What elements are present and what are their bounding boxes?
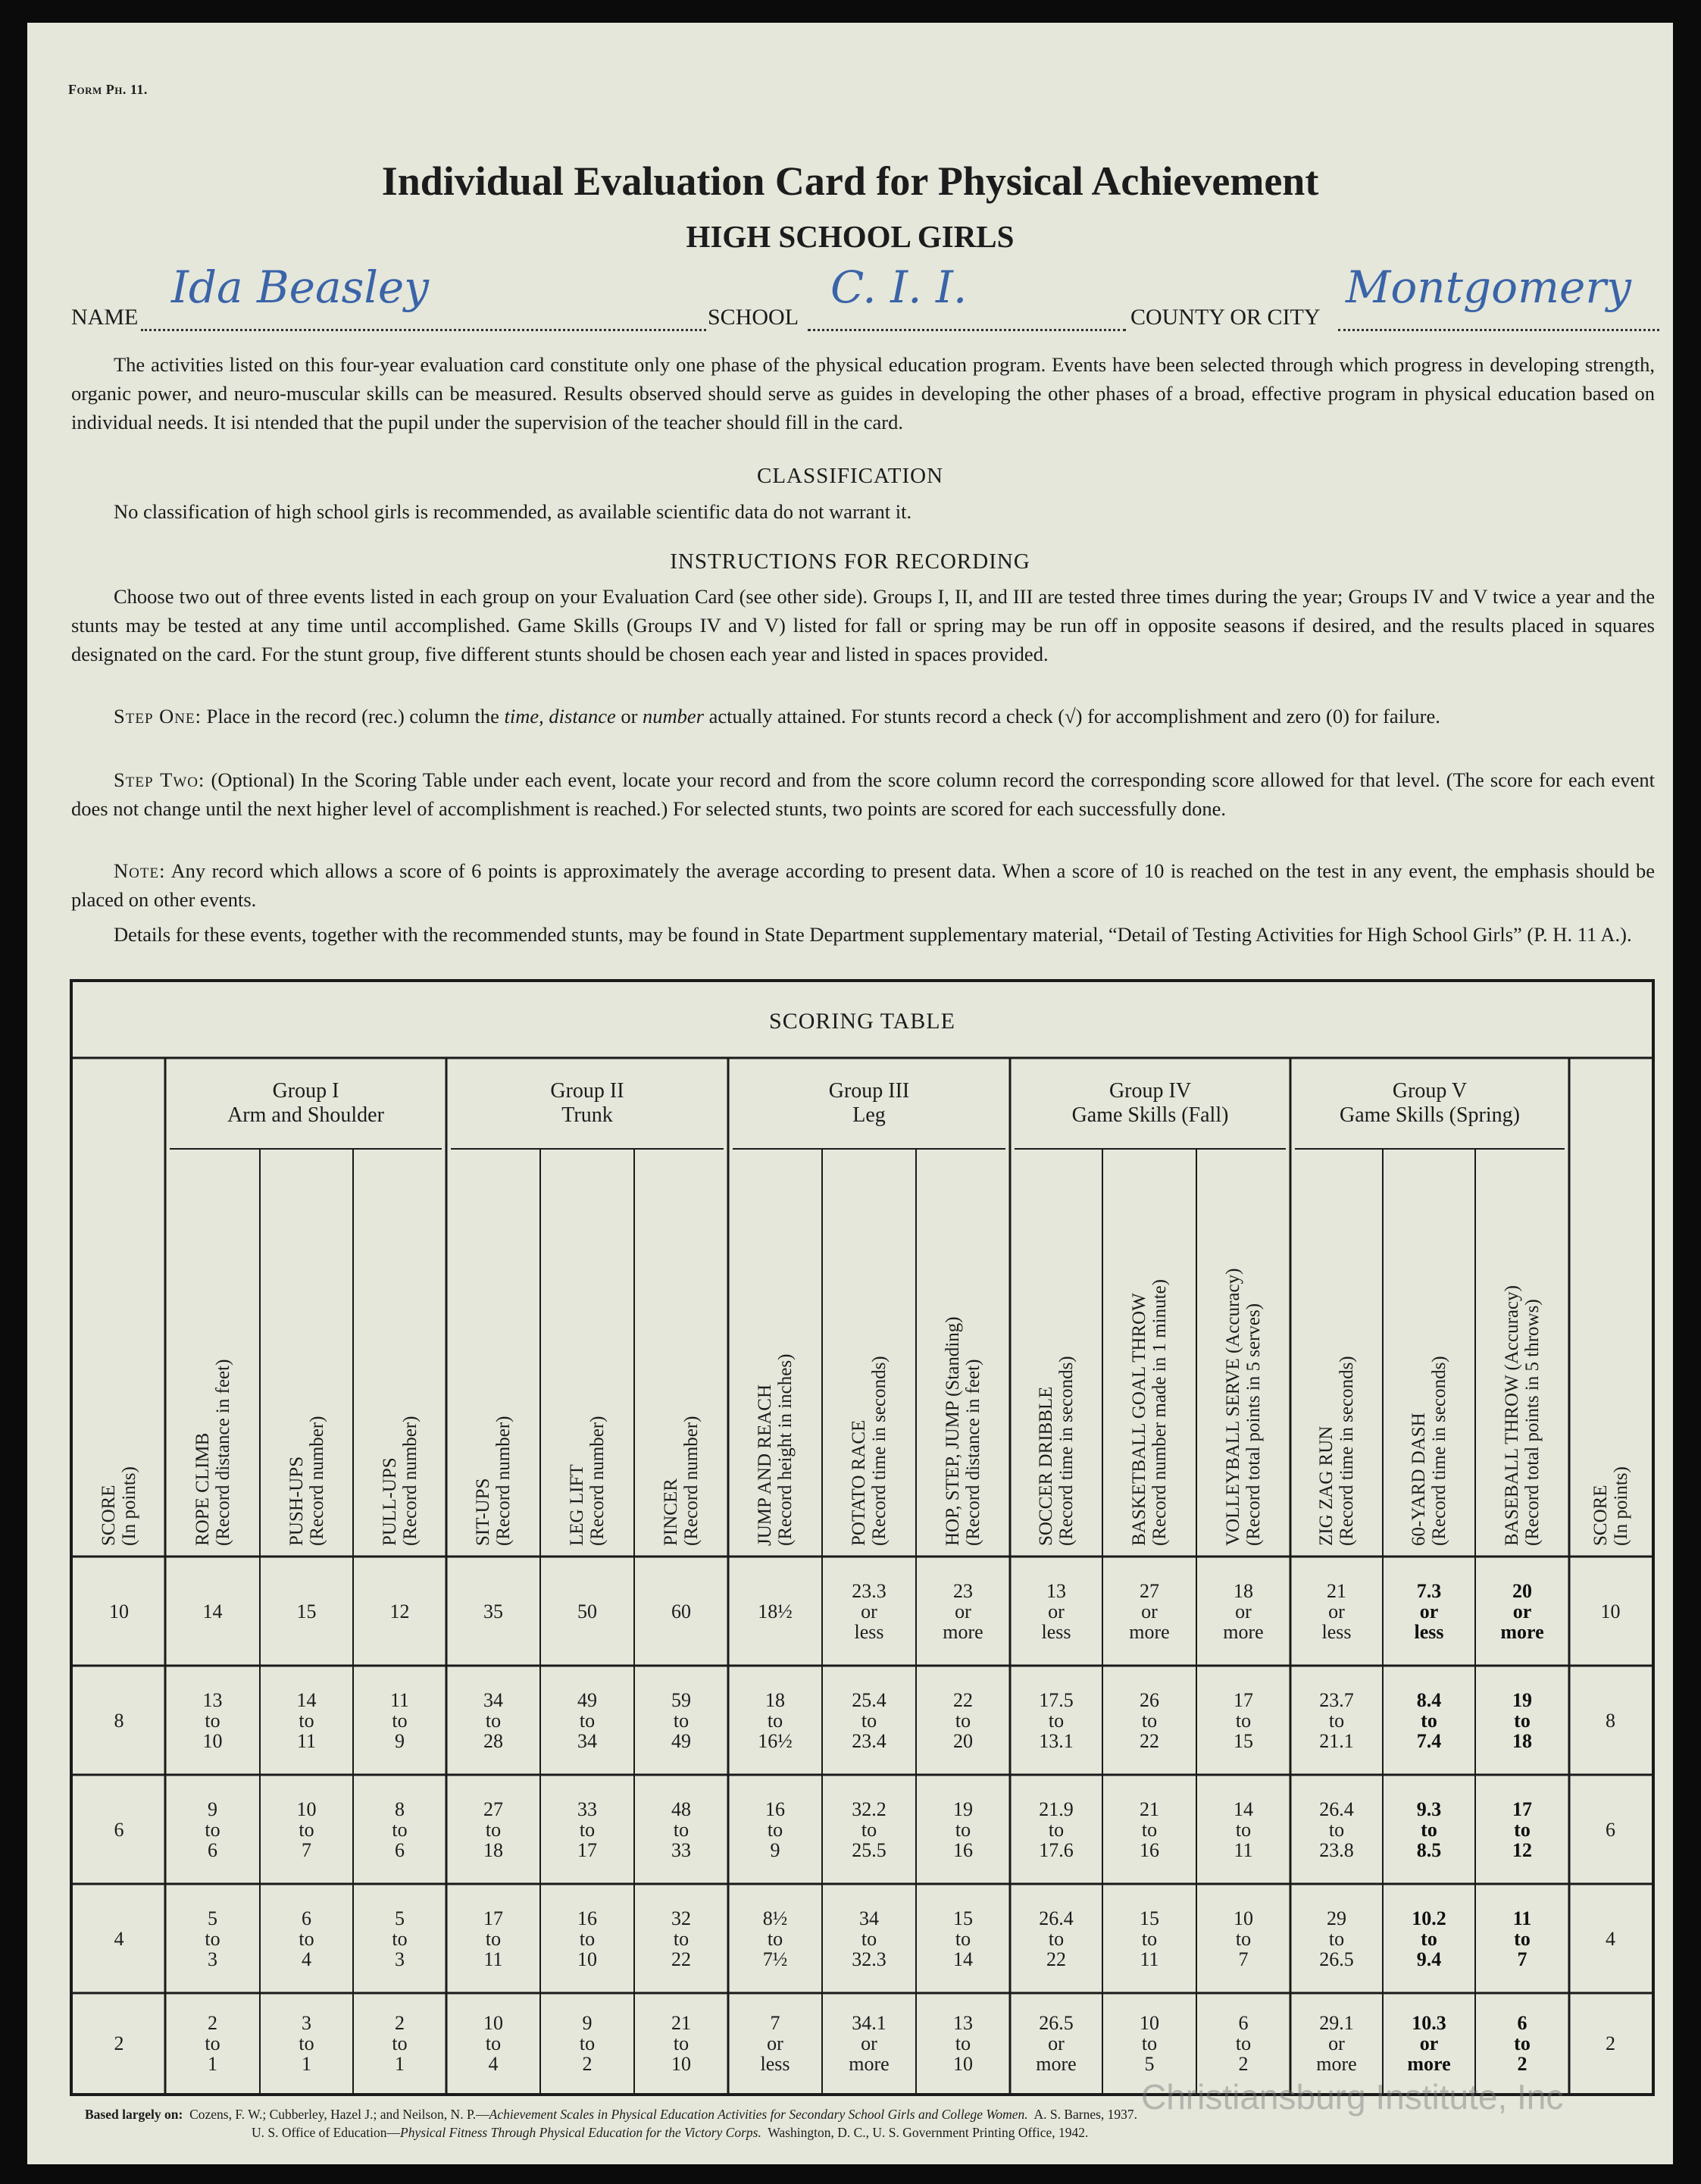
score-points-cell: 2	[1606, 2032, 1615, 2054]
county-field[interactable]: Montgomery	[1346, 261, 1631, 313]
score-cell: 8½ to 7½	[762, 1907, 788, 1970]
column-name: BASEBALL THROW (Accuracy)	[1502, 1285, 1522, 1546]
score-cell: 10 to 7	[296, 1798, 317, 1861]
column-header-text	[1129, 1279, 1170, 1546]
group-header	[165, 1079, 446, 1128]
column-header-text	[473, 1416, 514, 1546]
group-subtitle: Arm and Shoulder	[227, 1103, 384, 1127]
group-name: Group V	[1392, 1079, 1468, 1103]
column-subtitle: (Record time in seconds)	[869, 1356, 890, 1546]
column-header	[916, 1149, 1010, 1557]
column-header	[540, 1149, 634, 1557]
score-cell: 6 to 2	[1235, 2011, 1252, 2075]
card-title: Individual Evaluation Card for Physical Achievement	[381, 158, 1319, 204]
score-cell: 26.5 or more	[1036, 2011, 1077, 2075]
column-header-text	[380, 1416, 421, 1546]
score-cell: 17 to 11	[483, 1907, 503, 1970]
column-header-text	[755, 1354, 796, 1546]
score-cell: 21 or less	[1321, 1579, 1352, 1643]
score-cell: 13 to 10	[202, 1688, 223, 1752]
score-cell: 5 to 3	[205, 1907, 220, 1970]
column-name: HOP, STEP, JUMP (Standing)	[943, 1316, 963, 1546]
score-cell: 18½	[758, 1600, 793, 1622]
group-subtitle: Game Skills (Spring)	[1340, 1103, 1520, 1127]
column-header	[1569, 1058, 1652, 1557]
column-header	[1475, 1149, 1569, 1557]
column-header	[1102, 1149, 1196, 1557]
watermark-text: Christiansburg Institute, Inc	[1141, 2077, 1564, 2117]
score-cell: 23.3 or less	[852, 1579, 886, 1643]
score-cell: 5 to 3	[392, 1907, 408, 1970]
footer-line-1: Based largely on: Cozens, F. W.; Cubberley, Hazel J.; and Neilson, N. P.—Achievement Scales in Physical Education Activities for Secondary School Girls and College Women. A. S. Barnes, 1937.	[85, 2107, 1138, 2122]
intro-paragraph: The activities listed on this four-year evaluation card constitute only one phase of the physical education program. Events have been selected through which progress in developing strength, organic power, and neuro-muscular skills can be measured. Results observed should serve as guides in developing the other phases of a broad, effective program in physical education based on individual needs. It isi ntended that the pupil under the supervision of the teacher should fill in the card.	[71, 353, 1655, 433]
score-cell: 59 to 49	[671, 1688, 691, 1752]
column-subtitle: (Record total points in 5 serves)	[1243, 1303, 1264, 1546]
column-subtitle: (In points)	[1610, 1466, 1631, 1546]
score-points-cell: 10	[1600, 1600, 1621, 1622]
column-header	[260, 1149, 353, 1557]
group-name: Group III	[828, 1079, 910, 1103]
step-one-paragraph: Step One: Place in the record (rec.) column the time, distance or number actually attained. For stunts record a check (√) for accomplishment and zero (0) for failure.	[114, 705, 1440, 727]
column-subtitle: (Record number)	[681, 1416, 702, 1546]
score-cell: 9 to 2	[579, 2011, 596, 2075]
score-cell: 32 to 22	[671, 1907, 691, 1970]
score-cell: 19 to 18	[1512, 1688, 1532, 1752]
score-cell: 34 to 28	[483, 1688, 503, 1752]
county-label: COUNTY OR CITY	[1130, 305, 1321, 330]
column-subtitle: (Record distance in feet)	[963, 1359, 983, 1546]
step-two-label: Step Two:	[114, 768, 205, 791]
score-points-cell: 4	[1606, 1927, 1615, 1950]
column-header-text	[286, 1416, 327, 1546]
column-subtitle: (Record distance in feet)	[212, 1359, 233, 1546]
column-header	[1383, 1149, 1475, 1557]
score-cell: 6 to 4	[299, 1907, 314, 1970]
score-cell: 32.2 to 25.5	[852, 1798, 886, 1861]
score-cell: 21 to 16	[1140, 1798, 1159, 1861]
score-cell: 18 to 16½	[758, 1688, 793, 1752]
score-points-cell: 6	[1606, 1818, 1615, 1841]
score-cell: 29.1 or more	[1316, 2011, 1357, 2075]
column-header	[822, 1149, 916, 1557]
score-cell: 23.7 to 21.1	[1319, 1688, 1354, 1752]
score-cell: 21 to 10	[671, 2011, 691, 2075]
score-cell: 22 to 20	[953, 1688, 973, 1752]
column-header	[1196, 1149, 1290, 1557]
score-cell: 50	[577, 1600, 597, 1622]
score-cell: 8.4 to 7.4	[1416, 1688, 1442, 1752]
column-name: ZIG ZAG RUN	[1316, 1425, 1337, 1546]
column-name: SCORE	[98, 1485, 119, 1546]
column-header-text	[1036, 1356, 1077, 1546]
column-name: SOCCER DRIBBLE	[1036, 1386, 1056, 1546]
details-paragraph: Details for these events, together with the recommended stunts, may be found in State Department supplementary material, “Detail of Testing Activities for High School Girls” (P. H. 11 A.).	[114, 923, 1632, 946]
score-cell: 13 or less	[1041, 1579, 1071, 1643]
column-header-text	[192, 1360, 233, 1546]
column-name: LEG LIFT	[567, 1464, 587, 1546]
score-cell: 9 to 6	[205, 1798, 220, 1861]
score-cell: 2 to 1	[205, 2011, 220, 2075]
column-header-text	[661, 1416, 702, 1546]
evaluation-card	[27, 23, 1673, 2164]
school-line	[808, 326, 1126, 331]
school-label: SCHOOL	[708, 305, 799, 330]
form-number: Form Ph. 11.	[68, 82, 148, 97]
score-cell: 20 or more	[1500, 1579, 1544, 1643]
scoring-table	[70, 979, 1655, 2096]
score-cell: 27 or more	[1129, 1579, 1170, 1643]
column-subtitle: (In points)	[119, 1466, 139, 1546]
score-cell: 10 to 5	[1140, 2011, 1159, 2075]
column-header	[728, 1149, 822, 1557]
score-cell: 10.2 to 9.4	[1412, 1907, 1446, 1970]
group-header	[1010, 1079, 1290, 1128]
score-cell: 29 to 26.5	[1319, 1907, 1354, 1970]
score-cell: 14	[202, 1600, 223, 1622]
column-header-text	[1316, 1356, 1357, 1546]
column-header-text	[98, 1466, 139, 1546]
score-cell: 19 to 16	[953, 1798, 973, 1861]
column-header-text	[1223, 1269, 1264, 1546]
score-cell: 12	[389, 1600, 410, 1622]
score-cell: 60	[671, 1600, 691, 1622]
footer-line-2: U. S. Office of Education—Physical Fitness Through Physical Education for the Victory Corps. Washington, D. C., U. S. Government Printing Office, 1942.	[252, 2125, 1089, 2140]
score-cell: 9.3 to 8.5	[1416, 1798, 1442, 1861]
column-name: 60-YARD DASH	[1409, 1413, 1429, 1546]
county-line	[1338, 326, 1659, 331]
score-cell: 34.1 or more	[849, 2011, 890, 2075]
score-points-cell: 10	[109, 1600, 129, 1622]
column-subtitle: (Record time in seconds)	[1337, 1356, 1357, 1546]
column-subtitle: (Record number)	[493, 1416, 514, 1546]
score-cell: 2 to 1	[392, 2011, 408, 2075]
score-cell: 14 to 11	[1234, 1798, 1253, 1861]
column-name: PULL-UPS	[379, 1457, 400, 1546]
score-cell: 13 to 10	[953, 2011, 973, 2075]
note-label: Note:	[114, 859, 166, 882]
score-cell: 16 to 9	[765, 1798, 785, 1861]
column-name: SIT-UPS	[473, 1478, 493, 1546]
score-cell: 26 to 22	[1140, 1688, 1159, 1752]
score-cell: 25.4 to 23.4	[852, 1688, 886, 1752]
score-cell: 18 or more	[1223, 1579, 1264, 1643]
score-cell: 7 or less	[760, 2011, 790, 2075]
group-subtitle: Leg	[852, 1103, 886, 1127]
classification-heading: CLASSIFICATION	[756, 464, 944, 488]
scoring-table-title: SCORING TABLE	[769, 1009, 955, 1034]
school-field[interactable]: C. I. I.	[830, 261, 968, 313]
score-cell: 35	[483, 1600, 503, 1622]
column-subtitle: (Record number)	[399, 1416, 421, 1546]
column-subtitle: (Record number)	[587, 1416, 608, 1546]
name-field[interactable]: Ida Beasley	[171, 261, 429, 313]
column-header-text	[1590, 1466, 1631, 1546]
column-name: SCORE	[1590, 1485, 1611, 1546]
column-name: VOLLEYBALL SERVE (Accuracy)	[1223, 1268, 1243, 1546]
note-paragraph: Note: Any record which allows a score of 6 points is approximately the average according to present data. When a score of 10 is reached on the test in any event, the emphasis should be placed on other events.	[71, 859, 1655, 911]
group-header	[446, 1079, 728, 1128]
column-header	[165, 1149, 260, 1557]
score-cell: 49 to 34	[577, 1688, 597, 1752]
score-cell: 15	[296, 1600, 317, 1622]
score-cell: 10 to 7	[1234, 1907, 1253, 1970]
score-points-cell: 6	[114, 1818, 124, 1841]
score-cell: 23 or more	[943, 1579, 983, 1643]
column-name: PUSH-UPS	[286, 1456, 307, 1546]
score-cell: 33 to 17	[577, 1798, 597, 1861]
column-header-text	[849, 1356, 890, 1546]
score-points-cell: 8	[114, 1709, 124, 1732]
step-two-paragraph: Step Two: (Optional) In the Scoring Table under each event, locate your record and from the score column record the corresponding score allowed for that level. (The score for each event does not change until the next higher level of accomplishment is reached.) For selected stunts, two points are scored for each successfully done.	[71, 768, 1656, 820]
score-points-cell: 8	[1606, 1709, 1615, 1732]
column-subtitle: (Record height in inches)	[775, 1353, 796, 1546]
column-header	[1290, 1149, 1383, 1557]
instructions-paragraph: Choose two out of three events listed in each group on your Evaluation Card (see other side). Groups I, II, and III are tested three times during the year; Groups IV and V twice a year and the stunts may be tested at any time until accomplished. Game Skills (Groups IV and V) listed for fall or spring may be run off in opposite seasons if desired, and the results placed in squares designated on the card. For the stunt group, five different stunts should be chosen each year and listed in spaces provided.	[71, 585, 1655, 665]
score-cell: 6 to 2	[1514, 2011, 1531, 2075]
column-header-text	[943, 1316, 983, 1546]
column-name: JUMP AND REACH	[755, 1384, 775, 1546]
card-subtitle: HIGH SCHOOL GIRLS	[686, 219, 1015, 254]
score-cell: 7.3 or less	[1414, 1579, 1444, 1643]
column-subtitle: (Record total points in 5 throws)	[1522, 1299, 1543, 1546]
column-header	[634, 1149, 728, 1557]
score-cell: 17.5 to 13.1	[1039, 1688, 1074, 1752]
score-cell: 17 to 12	[1512, 1798, 1532, 1861]
score-cell: 26.4 to 22	[1039, 1907, 1074, 1970]
group-name: Group IV	[1108, 1079, 1192, 1103]
score-cell: 17 to 15	[1234, 1688, 1253, 1752]
score-cell: 21.9 to 17.6	[1039, 1798, 1074, 1861]
group-header	[1290, 1079, 1569, 1128]
column-name: BASKETBALL GOAL THROW	[1129, 1293, 1149, 1546]
column-header	[353, 1149, 446, 1557]
column-name: ROPE CLIMB	[192, 1432, 213, 1546]
score-cell: 15 to 11	[1140, 1907, 1159, 1970]
column-header-text	[567, 1416, 608, 1546]
group-header	[728, 1079, 1010, 1128]
name-line	[141, 326, 706, 331]
score-cell: 8 to 6	[392, 1798, 408, 1861]
classification-text: No classification of high school girls is recommended, as available scientific data do not warrant it.	[114, 500, 912, 523]
group-name: Group I	[272, 1079, 339, 1103]
score-cell: 16 to 10	[577, 1907, 597, 1970]
score-cell: 26.4 to 23.8	[1319, 1798, 1354, 1861]
score-cell: 48 to 33	[671, 1798, 691, 1861]
step-one-label: Step One:	[114, 705, 202, 727]
score-cell: 10.3 or more	[1407, 2011, 1451, 2075]
score-cell: 27 to 18	[483, 1798, 503, 1861]
column-header	[1010, 1149, 1102, 1557]
score-cell: 34 to 32.3	[852, 1907, 886, 1970]
score-cell: 3 to 1	[299, 2011, 314, 2075]
score-cell: 11 to 7	[1512, 1907, 1532, 1970]
column-header	[446, 1149, 540, 1557]
group-name: Group II	[550, 1079, 624, 1103]
score-cell: 11 to 9	[389, 1688, 410, 1752]
score-points-cell: 4	[114, 1927, 124, 1950]
column-subtitle: (Record number made in 1 minute)	[1149, 1279, 1170, 1546]
column-subtitle: (Record time in seconds)	[1056, 1356, 1077, 1546]
column-name: PINCER	[661, 1478, 681, 1546]
column-subtitle: (Record number)	[306, 1416, 327, 1546]
instructions-heading: INSTRUCTIONS FOR RECORDING	[670, 549, 1030, 574]
column-header-text	[1502, 1285, 1543, 1546]
score-cell: 10 to 4	[483, 2011, 503, 2075]
group-subtitle: Trunk	[561, 1103, 613, 1127]
name-label: NAME	[71, 305, 139, 330]
column-header	[73, 1058, 165, 1557]
score-cell: 15 to 14	[953, 1907, 973, 1970]
score-cell: 14 to 11	[296, 1688, 317, 1752]
column-name: POTATO RACE	[849, 1419, 869, 1546]
column-header-text	[1409, 1356, 1449, 1546]
score-points-cell: 2	[114, 2032, 124, 2054]
group-subtitle: Game Skills (Fall)	[1071, 1103, 1229, 1127]
column-subtitle: (Record time in seconds)	[1429, 1356, 1449, 1546]
